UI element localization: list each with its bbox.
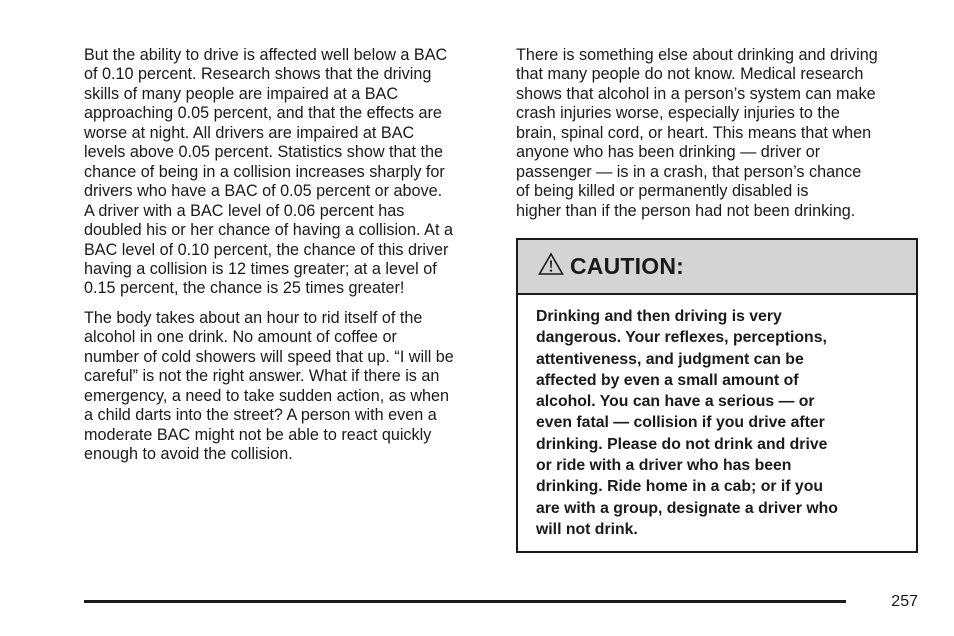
caution-text-line: affected by even a small amount of	[536, 371, 799, 389]
text-line: levels above 0.05 percent. Statistics show that the	[84, 143, 444, 162]
paragraph-body-alcohol	[84, 309, 484, 465]
text-line: doubled his or her chance of having a collision. At a	[84, 221, 453, 240]
caution-body	[518, 295, 916, 540]
caution-text-line: or ride with a driver who has been	[536, 457, 792, 475]
text-line: passenger — is in a crash, that person’s chance	[516, 162, 862, 181]
caution-text-line: alcohol. You can have a serious — or	[536, 393, 815, 411]
caution-title: CAUTION:	[570, 253, 685, 279]
footer-rule	[84, 600, 846, 603]
caution-text-line: are with a group, designate a driver who	[536, 499, 838, 517]
right-column	[516, 46, 918, 221]
text-line: 0.15 percent, the chance is 25 times greater!	[84, 279, 405, 298]
text-line: worse at night. All drivers are impaired at BAC	[84, 123, 415, 142]
text-line: approaching 0.05 percent, and that the effects are	[84, 104, 442, 123]
text-line: careful” is not the right answer. What if there is an	[84, 367, 440, 386]
text-line: shows that alcohol in a person’s system can make	[516, 84, 876, 103]
text-line: skills of many people are impaired at a BAC	[84, 84, 399, 103]
text-line: of 0.10 percent. Research shows that the driving	[84, 65, 432, 84]
left-column	[84, 46, 484, 465]
text-line: enough to avoid the collision.	[84, 445, 293, 464]
text-line: But the ability to drive is affected well below a BAC	[84, 46, 448, 64]
caution-text-line: dangerous. Your reflexes, perceptions,	[536, 329, 827, 347]
caution-text-line: will not drink.	[536, 520, 638, 538]
text-line: a child darts into the street? A person with even a	[84, 406, 437, 425]
text-line: brain, spinal cord, or heart. This means that when	[516, 123, 872, 142]
text-line: emergency, a need to take sudden action, as when	[84, 386, 450, 405]
warning-triangle-icon	[538, 252, 564, 281]
paragraph-bac-effects	[84, 46, 484, 299]
paragraph-crash-injuries	[516, 46, 918, 221]
caution-text-line: drinking. Ride home in a cab; or if you	[536, 478, 824, 496]
text-line: having a collision is 12 times greater; at a level of	[84, 259, 437, 278]
text-line: The body takes about an hour to rid itself of the	[84, 308, 423, 327]
text-line: alcohol in one drink. No amount of coffee or	[84, 328, 397, 347]
text-line: higher than if the person had not been drinking.	[516, 201, 856, 220]
caution-box	[516, 238, 918, 553]
text-line: There is something else about drinking and driving	[516, 46, 878, 64]
text-line: BAC level of 0.10 percent, the chance of this driver	[84, 240, 449, 259]
caution-header	[518, 240, 916, 295]
text-line: that many people do not know. Medical research	[516, 65, 864, 84]
text-line: A driver with a BAC level of 0.06 percent has	[84, 201, 405, 220]
text-line: number of cold showers will speed that up. “I will be	[84, 347, 454, 366]
caution-text-line: attentiveness, and judgment can be	[536, 350, 804, 368]
caution-text-line: even fatal — collision if you drive after	[536, 414, 825, 432]
text-line: crash injuries worse, especially injuries to the	[516, 104, 840, 123]
text-line: anyone who has been drinking — driver or	[516, 143, 821, 162]
text-line: of being killed or permanently disabled is	[516, 182, 809, 201]
caution-text-line: Drinking and then driving is very	[536, 308, 782, 325]
caution-text-line: drinking. Please do not drink and drive	[536, 435, 828, 453]
text-line: chance of being in a collision increases sharply for	[84, 162, 445, 181]
text-line: drivers who have a BAC of 0.05 percent or above.	[84, 182, 443, 201]
text-line: moderate BAC might not be able to react quickly	[84, 425, 432, 444]
page-number: 257	[891, 593, 918, 610]
